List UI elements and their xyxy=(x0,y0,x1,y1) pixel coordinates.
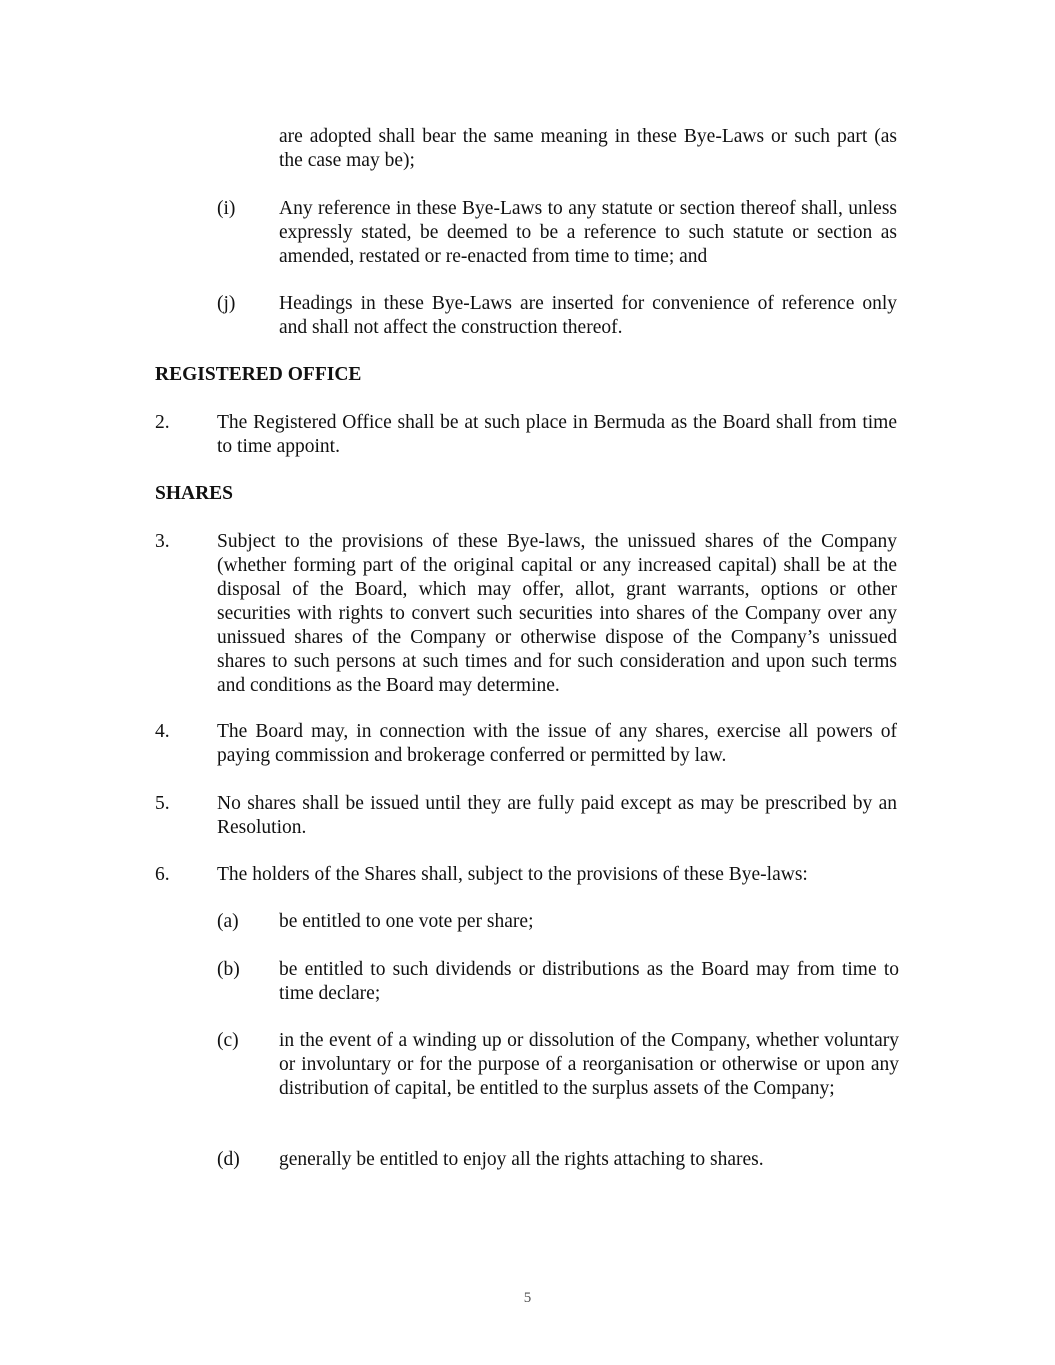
clause-number-2: 2. xyxy=(155,412,170,433)
clause-text-5: No shares shall be issued until they are fully paid except as may be prescribed by an Resolution. xyxy=(217,793,897,838)
subclause-text-c: in the event of a winding up or dissolution of the Company, whether voluntary or involuntary or for the purpose of a reorganisation or otherwise or upon any distribution of capital, be entitled to the surplus assets of the Company; xyxy=(279,1030,899,1099)
subclause-label-a: (a) xyxy=(217,911,239,932)
subclause-text-b: be entitled to such dividends or distributions as the Board may from time to time declare; xyxy=(279,959,899,1004)
subclause-label-j: (j) xyxy=(217,293,236,314)
clause-number-5: 5. xyxy=(155,793,170,814)
subclause-text-d: generally be entitled to enjoy all the rights attaching to shares. xyxy=(279,1149,764,1170)
page-number: 5 xyxy=(523,1290,532,1306)
subclause-label-i: (i) xyxy=(217,198,236,219)
subclause-label-c: (c) xyxy=(217,1030,239,1051)
subclause-text-i: Any reference in these Bye-Laws to any statute or section thereof shall, unless expressly stated, be deemed to be a reference to such statute or section as amended, restated or re-enacted from time to time; and xyxy=(279,198,897,267)
continuation-paragraph: are adopted shall bear the same meaning in these Bye-Laws or such part (as the case may be); xyxy=(279,126,897,171)
clause-text-4: The Board may, in connection with the issue of any shares, exercise all powers of paying commission and brokerage conferred or permitted by law. xyxy=(217,721,897,766)
clause-text-6: The holders of the Shares shall, subject to the provisions of these Bye-laws: xyxy=(217,864,808,885)
subclause-label-d: (d) xyxy=(217,1149,240,1170)
clause-text-3: Subject to the provisions of these Bye-laws, the unissued shares of the Company (whether forming part of the original capital or any increased capital) shall be at the disposal of the Board, which may offer, allot, grant warrants, options or other securities with rights to convert such securities into shares of the Company over any unissued shares of the Company or otherwise dispose of the Company’s unissued shares to such persons at such times and for such consideration and upon such terms and conditions as the Board may determine. xyxy=(217,531,897,696)
heading-registered-office: REGISTERED OFFICE xyxy=(155,364,362,385)
subclause-text-a: be entitled to one vote per share; xyxy=(279,911,534,932)
clause-text-2: The Registered Office shall be at such place in Bermuda as the Board shall from time to time appoint. xyxy=(217,412,897,457)
clause-number-3: 3. xyxy=(155,531,170,552)
clause-number-6: 6. xyxy=(155,864,170,885)
clause-number-4: 4. xyxy=(155,721,170,742)
subclause-text-j: Headings in these Bye-Laws are inserted for convenience of reference only and shall not affect the construction thereof. xyxy=(279,293,897,338)
subclause-label-b: (b) xyxy=(217,959,240,980)
heading-shares: SHARES xyxy=(155,483,234,504)
